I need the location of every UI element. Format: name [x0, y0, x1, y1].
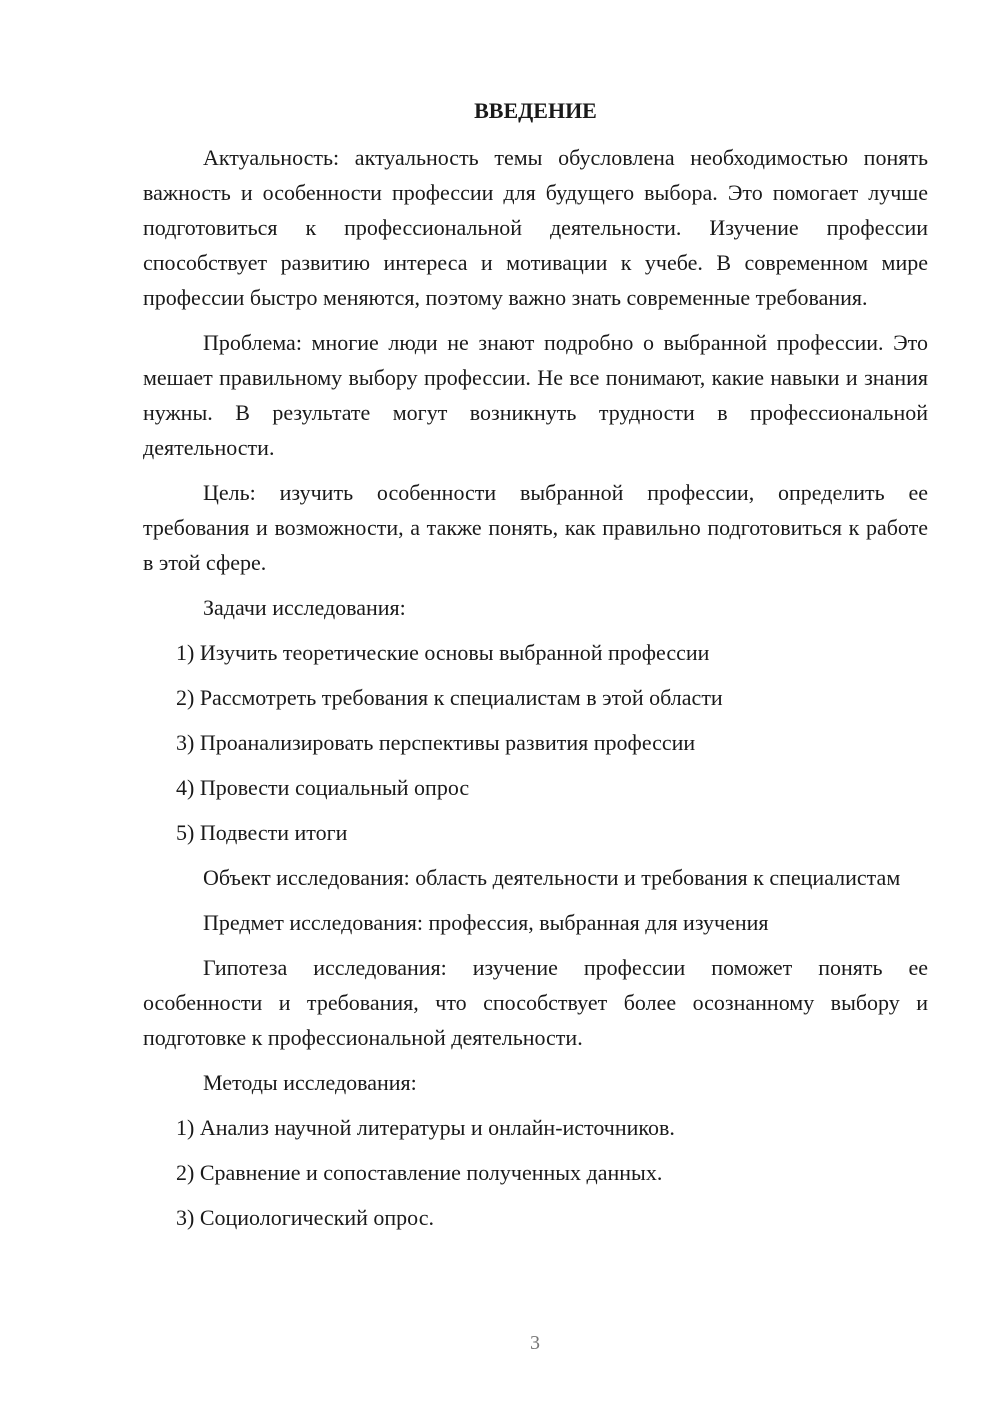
method-item: 2) Сравнение и сопоставление полученных данных. — [176, 1160, 663, 1185]
page-number: 3 — [530, 1332, 540, 1354]
subject-paragraph: Предмет исследования: профессия, выбранная для изучения — [203, 910, 769, 935]
relevance-paragraph: Актуальность: актуальность темы обусловлена необходимостью понять важность и особенности профессии для будущего выбора. Это помогает лучше подготовиться к профессиональной деятельности. Изучение профессии способствует развитию интереса и мотивации к учебе. В современном мире профессии быстро меняются, поэтому важно знать современные требования. — [143, 145, 928, 310]
problem-paragraph: Проблема: многие люди не знают подробно о выбранной профессии. Это мешает правильному выбору профессии. Не все понимают, какие навыки и знания нужны. В результате могут возникнуть трудности в профессиональной деятельности. — [143, 330, 928, 460]
object-paragraph: Объект исследования: область деятельности и требования к специалистам — [203, 865, 901, 890]
goal-paragraph: Цель: изучить особенности выбранной профессии, определить ее требования и возможности, а также понять, как правильно подготовиться к работе в этой сфере. — [143, 480, 928, 575]
task-item: 3) Проанализировать перспективы развития профессии — [176, 730, 696, 755]
hypothesis-paragraph: Гипотеза исследования: изучение профессии поможет понять ее особенности и требования, что способствует более осознанному выбору и подготовке к профессиональной деятельности. — [143, 955, 928, 1050]
document-page — [143, 96, 928, 1245]
methods-heading: Методы исследования: — [203, 1070, 417, 1095]
task-item: 4) Провести социальный опрос — [176, 775, 470, 800]
task-item: 2) Рассмотреть требования к специалистам в этой области — [176, 685, 723, 710]
task-item: 1) Изучить теоретические основы выбранной профессии — [176, 640, 710, 665]
method-item: 1) Анализ научной литературы и онлайн-источников. — [176, 1115, 675, 1140]
page-title: ВВЕДЕНИЕ — [474, 98, 597, 123]
task-item: 5) Подвести итоги — [176, 820, 348, 845]
tasks-heading: Задачи исследования: — [203, 595, 406, 620]
method-item: 3) Социологический опрос. — [176, 1205, 434, 1230]
